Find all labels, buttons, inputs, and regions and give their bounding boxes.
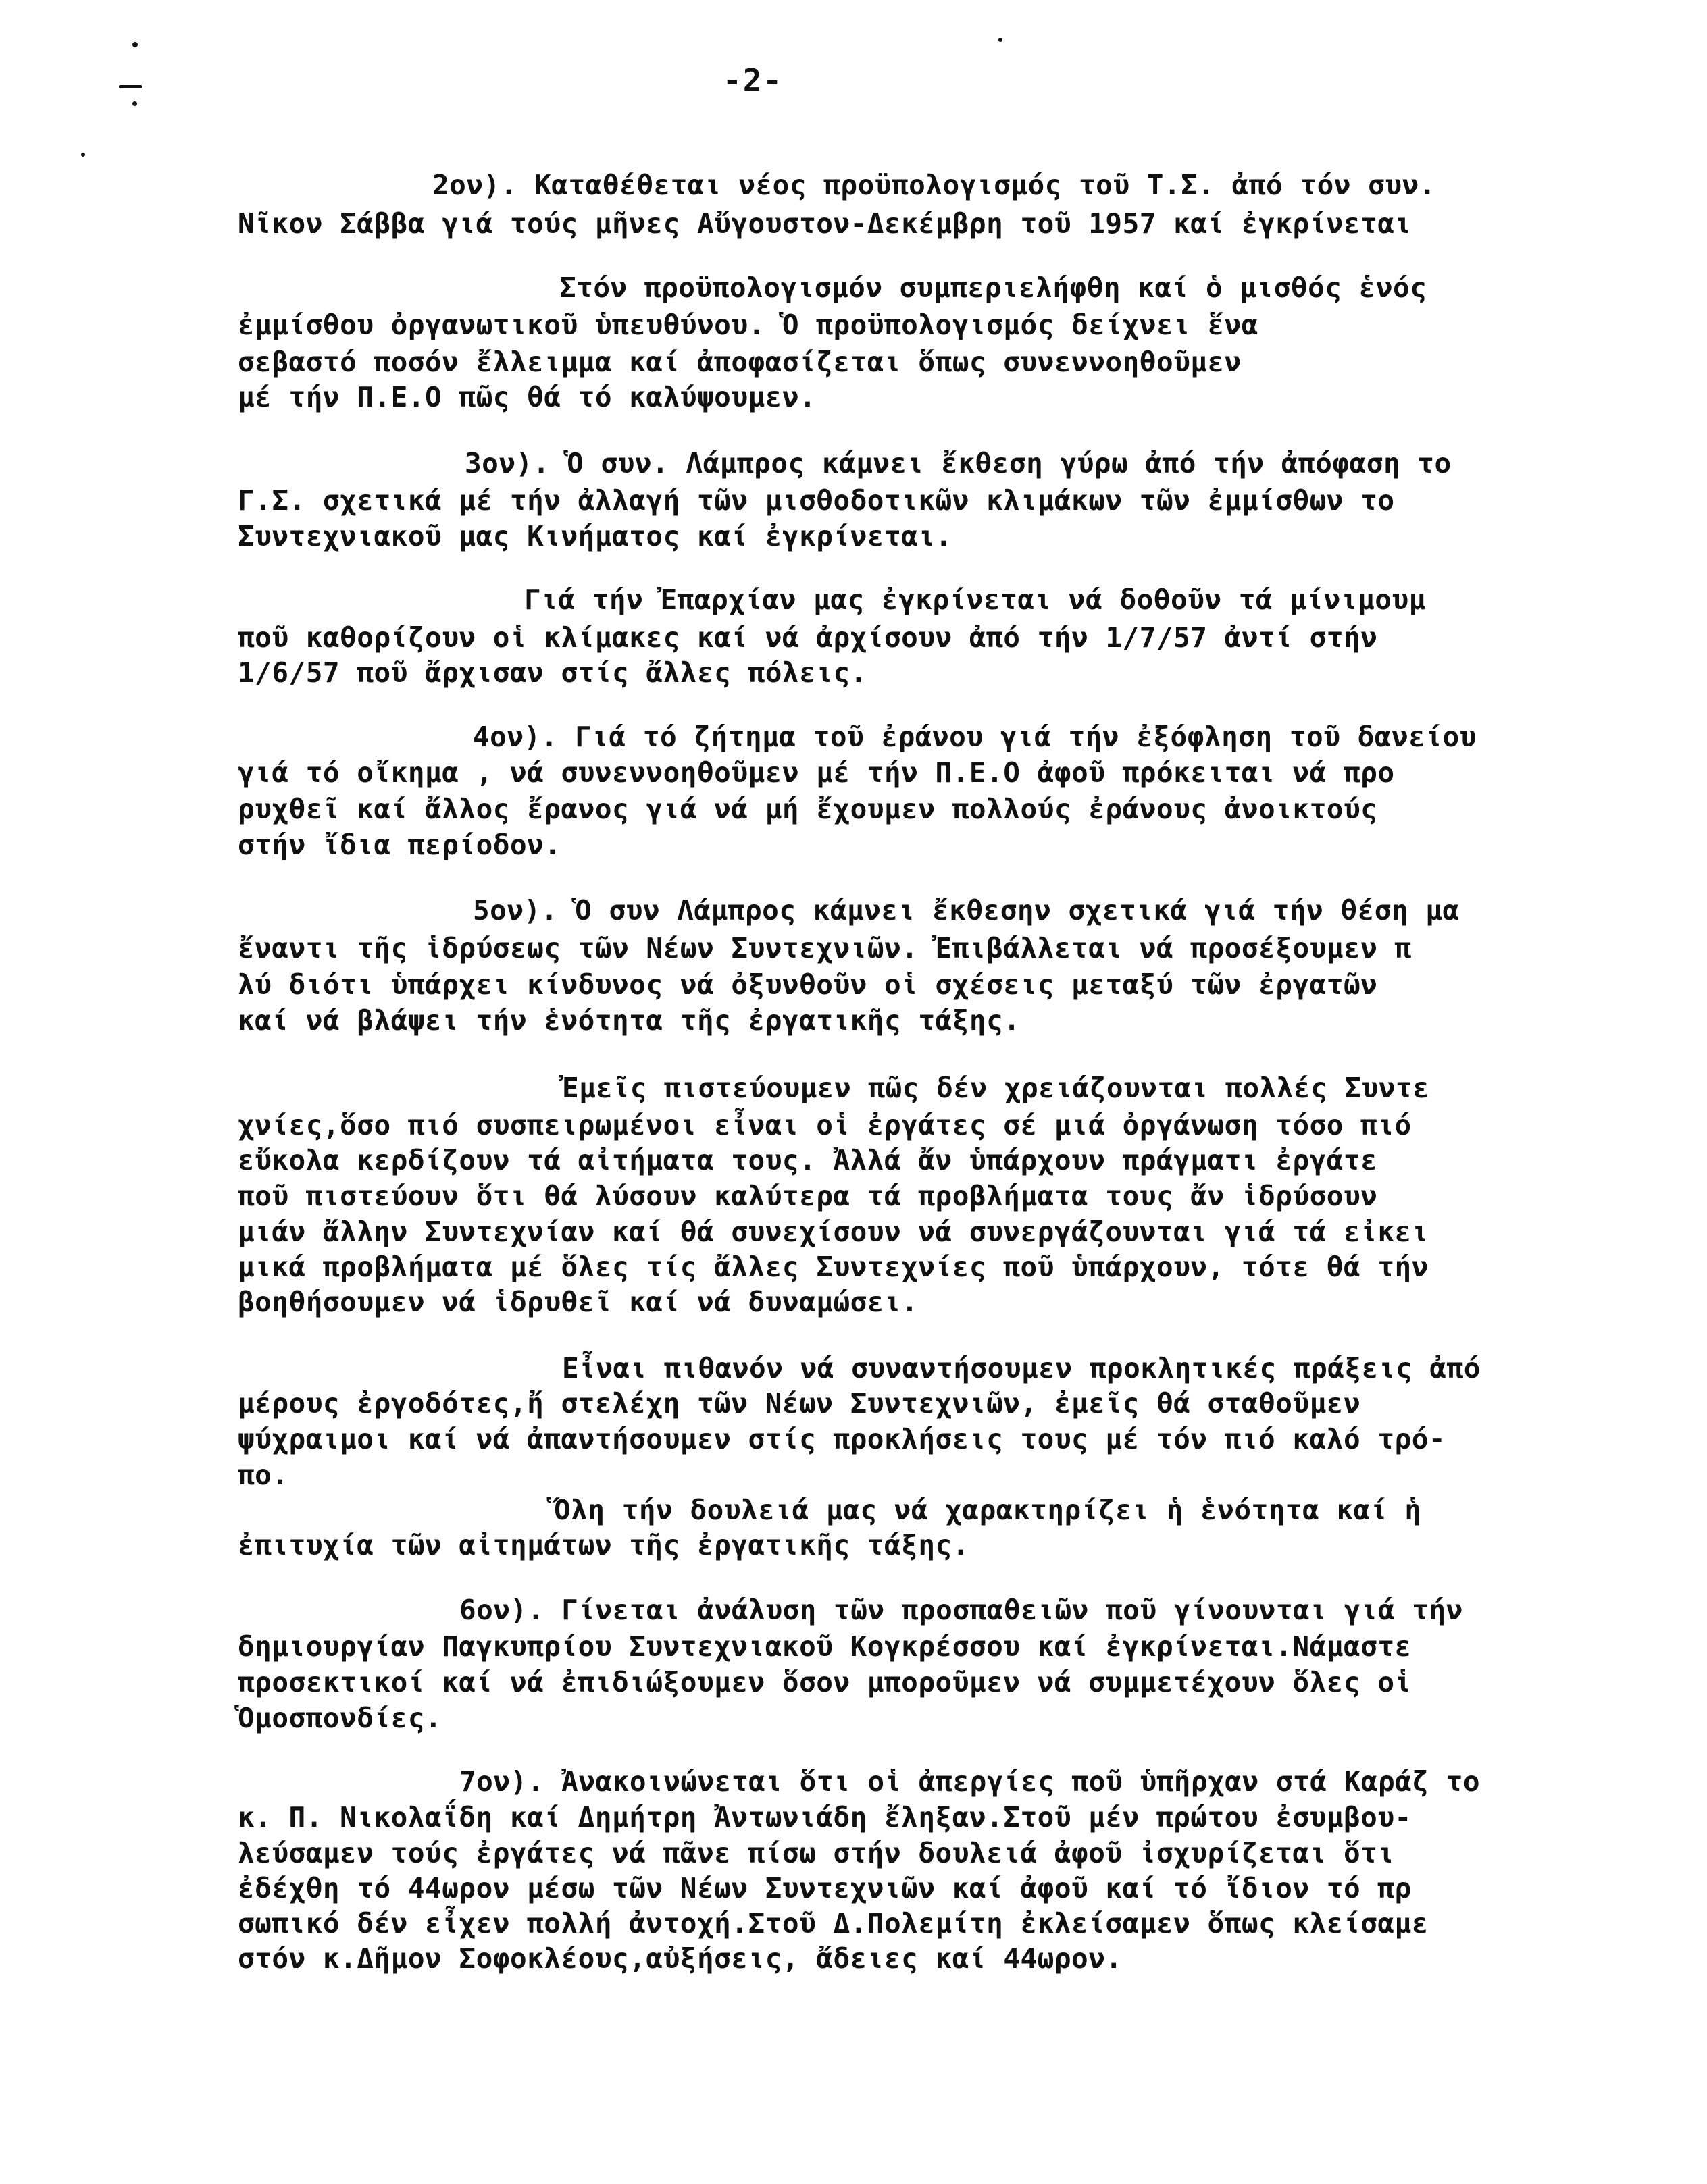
text-line: γιά τό οἴκημα , νά συνεννοηθοῦμεν μέ τήν Π.Ε.Ο ἀφοῦ πρόκειται νά προ <box>238 756 1395 789</box>
scan-speck <box>132 42 138 47</box>
text-line: σωπικό δέν εἶχεν πολλή ἀντοχή.Στοῦ Δ.Πολεμίτη ἐκλείσαμεν ὅπως κλείσαμε <box>238 1907 1429 1940</box>
text-line: στήν ἴδια περίοδον. <box>238 829 561 861</box>
scan-speck <box>119 85 142 88</box>
text-line: Γιά τήν Ἐπαρχίαν μας ἐγκρίνεται νά δοθοῦν τά μίνιμουμ <box>524 583 1426 616</box>
text-line: ρυχθεῖ καί ἄλλος ἔρανος γιά νά μή ἔχουμεν πολλούς ἐράνους ἀνοικτούς <box>238 793 1378 825</box>
text-line: 3ον). Ὁ συν. Λάμπρος κάμνει ἔκθεση γύρω ἀπό τήν ἀπόφαση το <box>465 447 1452 479</box>
text-line: πο. <box>238 1459 289 1491</box>
text-line: δημιουργίαν Παγκυπρίου Συντεχνιακοῦ Κογκρέσσου καί ἐγκρίνεται.Νάμαστε <box>238 1630 1412 1663</box>
scan-speck <box>132 101 137 106</box>
text-line: Γ.Σ. σχετικά μέ τήν ἀλλαγή τῶν μισθοδοτικῶν κλιμάκων τῶν ἐμμίσθων το <box>238 484 1395 517</box>
text-line: λύ διότι ὑπάρχει κίνδυνος νά ὀξυνθοῦν οἱ σχέσεις μεταξύ τῶν ἐργατῶν <box>238 968 1378 1001</box>
text-line: χνίες,ὅσο πιό συσπειρωμένοι εἶναι οἱ ἐργάτες σέ μιά ὀργάνωση τόσο πιό <box>238 1109 1412 1141</box>
text-line: προσεκτικοί καί νά ἐπιδιώξουμεν ὅσον μποροῦμεν νά συμμετέχουν ὅλες οἱ <box>238 1666 1412 1698</box>
text-line: Εἶναι πιθανόν νά συναντήσουμεν προκλητικές πράξεις ἀπό <box>562 1352 1481 1384</box>
scan-speck <box>998 38 1002 42</box>
text-line: μιάν ἄλλην Συντεχνίαν καί θά συνεχίσουν νά συνεργάζουνται γιά τά εἰκει <box>238 1216 1429 1248</box>
text-line: Ὁμοσπονδίες. <box>238 1702 442 1734</box>
page-number: -2- <box>723 62 784 99</box>
text-line: Ἐμεῖς πιστεύουμεν πῶς δέν χρειάζουνται πολλές Συντε <box>562 1072 1430 1104</box>
text-line: Νῖκον Σάββα γιά τούς μῆνες Αὔγουστον-Δεκέμβρη τοῦ 1957 καί ἐγκρίνεται <box>238 207 1412 240</box>
text-line: μέ τήν Π.Ε.Ο πῶς θά τό καλύψουμεν. <box>238 381 817 413</box>
text-line: 5ον). Ὁ συν Λάμπρος κάμνει ἔκθεσην σχετικά γιά τήν θέση μα <box>473 894 1460 927</box>
text-line: ἐμμίσθου ὀργανωτικοῦ ὑπευθύνου. Ὁ προϋπολογισμός δείχνει ἕνα <box>238 309 1259 341</box>
text-line: 7ον). Ἀνακοινώνεται ὅτι οἱ ἀπεργίες ποῦ ὑπῆρχαν στά Καράζ το <box>459 1765 1481 1798</box>
text-line: 1/6/57 ποῦ ἄρχισαν στίς ἄλλες πόλεις. <box>238 656 867 689</box>
text-line: Στόν προϋπολογισμόν συμπεριελήφθη καί ὁ μισθός ἑνός <box>559 271 1427 304</box>
text-line: ἐπιτυχία τῶν αἰτημάτων τῆς ἐργατικῆς τάξης. <box>238 1529 969 1561</box>
text-line: ποῦ καθορίζουν οἱ κλίμακες καί νά ἀρχίσουν ἀπό τήν 1/7/57 ἀντί στήν <box>238 621 1378 654</box>
text-line: καί νά βλάψει τήν ἑνότητα τῆς ἐργατικῆς τάξης. <box>238 1004 1021 1037</box>
text-line: μέρους ἐργοδότες,ἤ στελέχη τῶν Νέων Συντεχνιῶν, ἐμεῖς θά σταθοῦμεν <box>238 1387 1361 1420</box>
text-line: 6ον). Γίνεται ἀνάλυση τῶν προσπαθειῶν ποῦ γίνουνται γιά τήν <box>459 1594 1463 1626</box>
text-line: Συντεχνιακοῦ μας Κινήματος καί ἐγκρίνεται. <box>238 520 952 552</box>
text-line: Ὅλη τήν δουλειά μας νά χαρακτηρίζει ἡ ἑνότητα καί ἡ <box>554 1494 1422 1526</box>
text-line: ἔναντι τῆς ἱδρύσεως τῶν Νέων Συντεχνιῶν. Ἐπιβάλλεται νά προσέξουμεν π <box>238 932 1412 964</box>
text-line: σεβαστό ποσόν ἔλλειμμα καί ἀποφασίζεται ὅπως συνεννοηθοῦμεν <box>238 346 1242 378</box>
text-line: βοηθήσουμεν νά ἱδρυθεῖ καί νά δυναμώσει. <box>238 1286 919 1318</box>
text-line: εὔκολα κερδίζουν τά αἰτήματα τους. Ἀλλά ἄν ὑπάρχουν πράγματι ἐργάτε <box>238 1144 1378 1176</box>
scan-speck <box>81 153 85 157</box>
text-line: μικά προβλήματα μέ ὅλες τίς ἄλλες Συντεχνίες ποῦ ὑπάρχουν, τότε θά τήν <box>238 1251 1429 1283</box>
text-line: 4ον). Γιά τό ζήτημα τοῦ ἐράνου γιά τήν ἐξόφληση τοῦ δανείου <box>473 721 1477 753</box>
text-line: ψύχραιμοι καί νά ἀπαντήσουμεν στίς προκλήσεις τους μέ τόν πιό καλό τρό- <box>238 1423 1446 1455</box>
text-line: 2ον). Καταθέθεται νέος προϋπολογισμός τοῦ Τ.Σ. ἀπό τόν συν. <box>432 169 1436 201</box>
text-line: λεύσαμεν τούς ἐργάτες νά πᾶνε πίσω στήν δουλειά ἀφοῦ ἰσχυρίζεται ὅτι <box>238 1837 1395 1869</box>
text-line: κ. Π. Νικολαΐδη καί Δημήτρη Ἀντωνιάδη ἔληξαν.Στοῦ μέν πρώτου ἐσυμβου- <box>238 1801 1412 1834</box>
text-line: στόν κ.Δῆμον Σοφοκλέους,αὐξήσεις, ἄδειες καί 44ωρον. <box>238 1942 1123 1975</box>
text-line: ἐδέχθη τό 44ωρον μέσω τῶν Νέων Συντεχνιῶν καί ἀφοῦ καί τό ἴδιον τό πρ <box>238 1872 1412 1904</box>
text-line: ποῦ πιστεύουν ὅτι θά λύσουν καλύτερα τά προβλήματα τους ἄν ἱδρύσουν <box>238 1180 1378 1212</box>
